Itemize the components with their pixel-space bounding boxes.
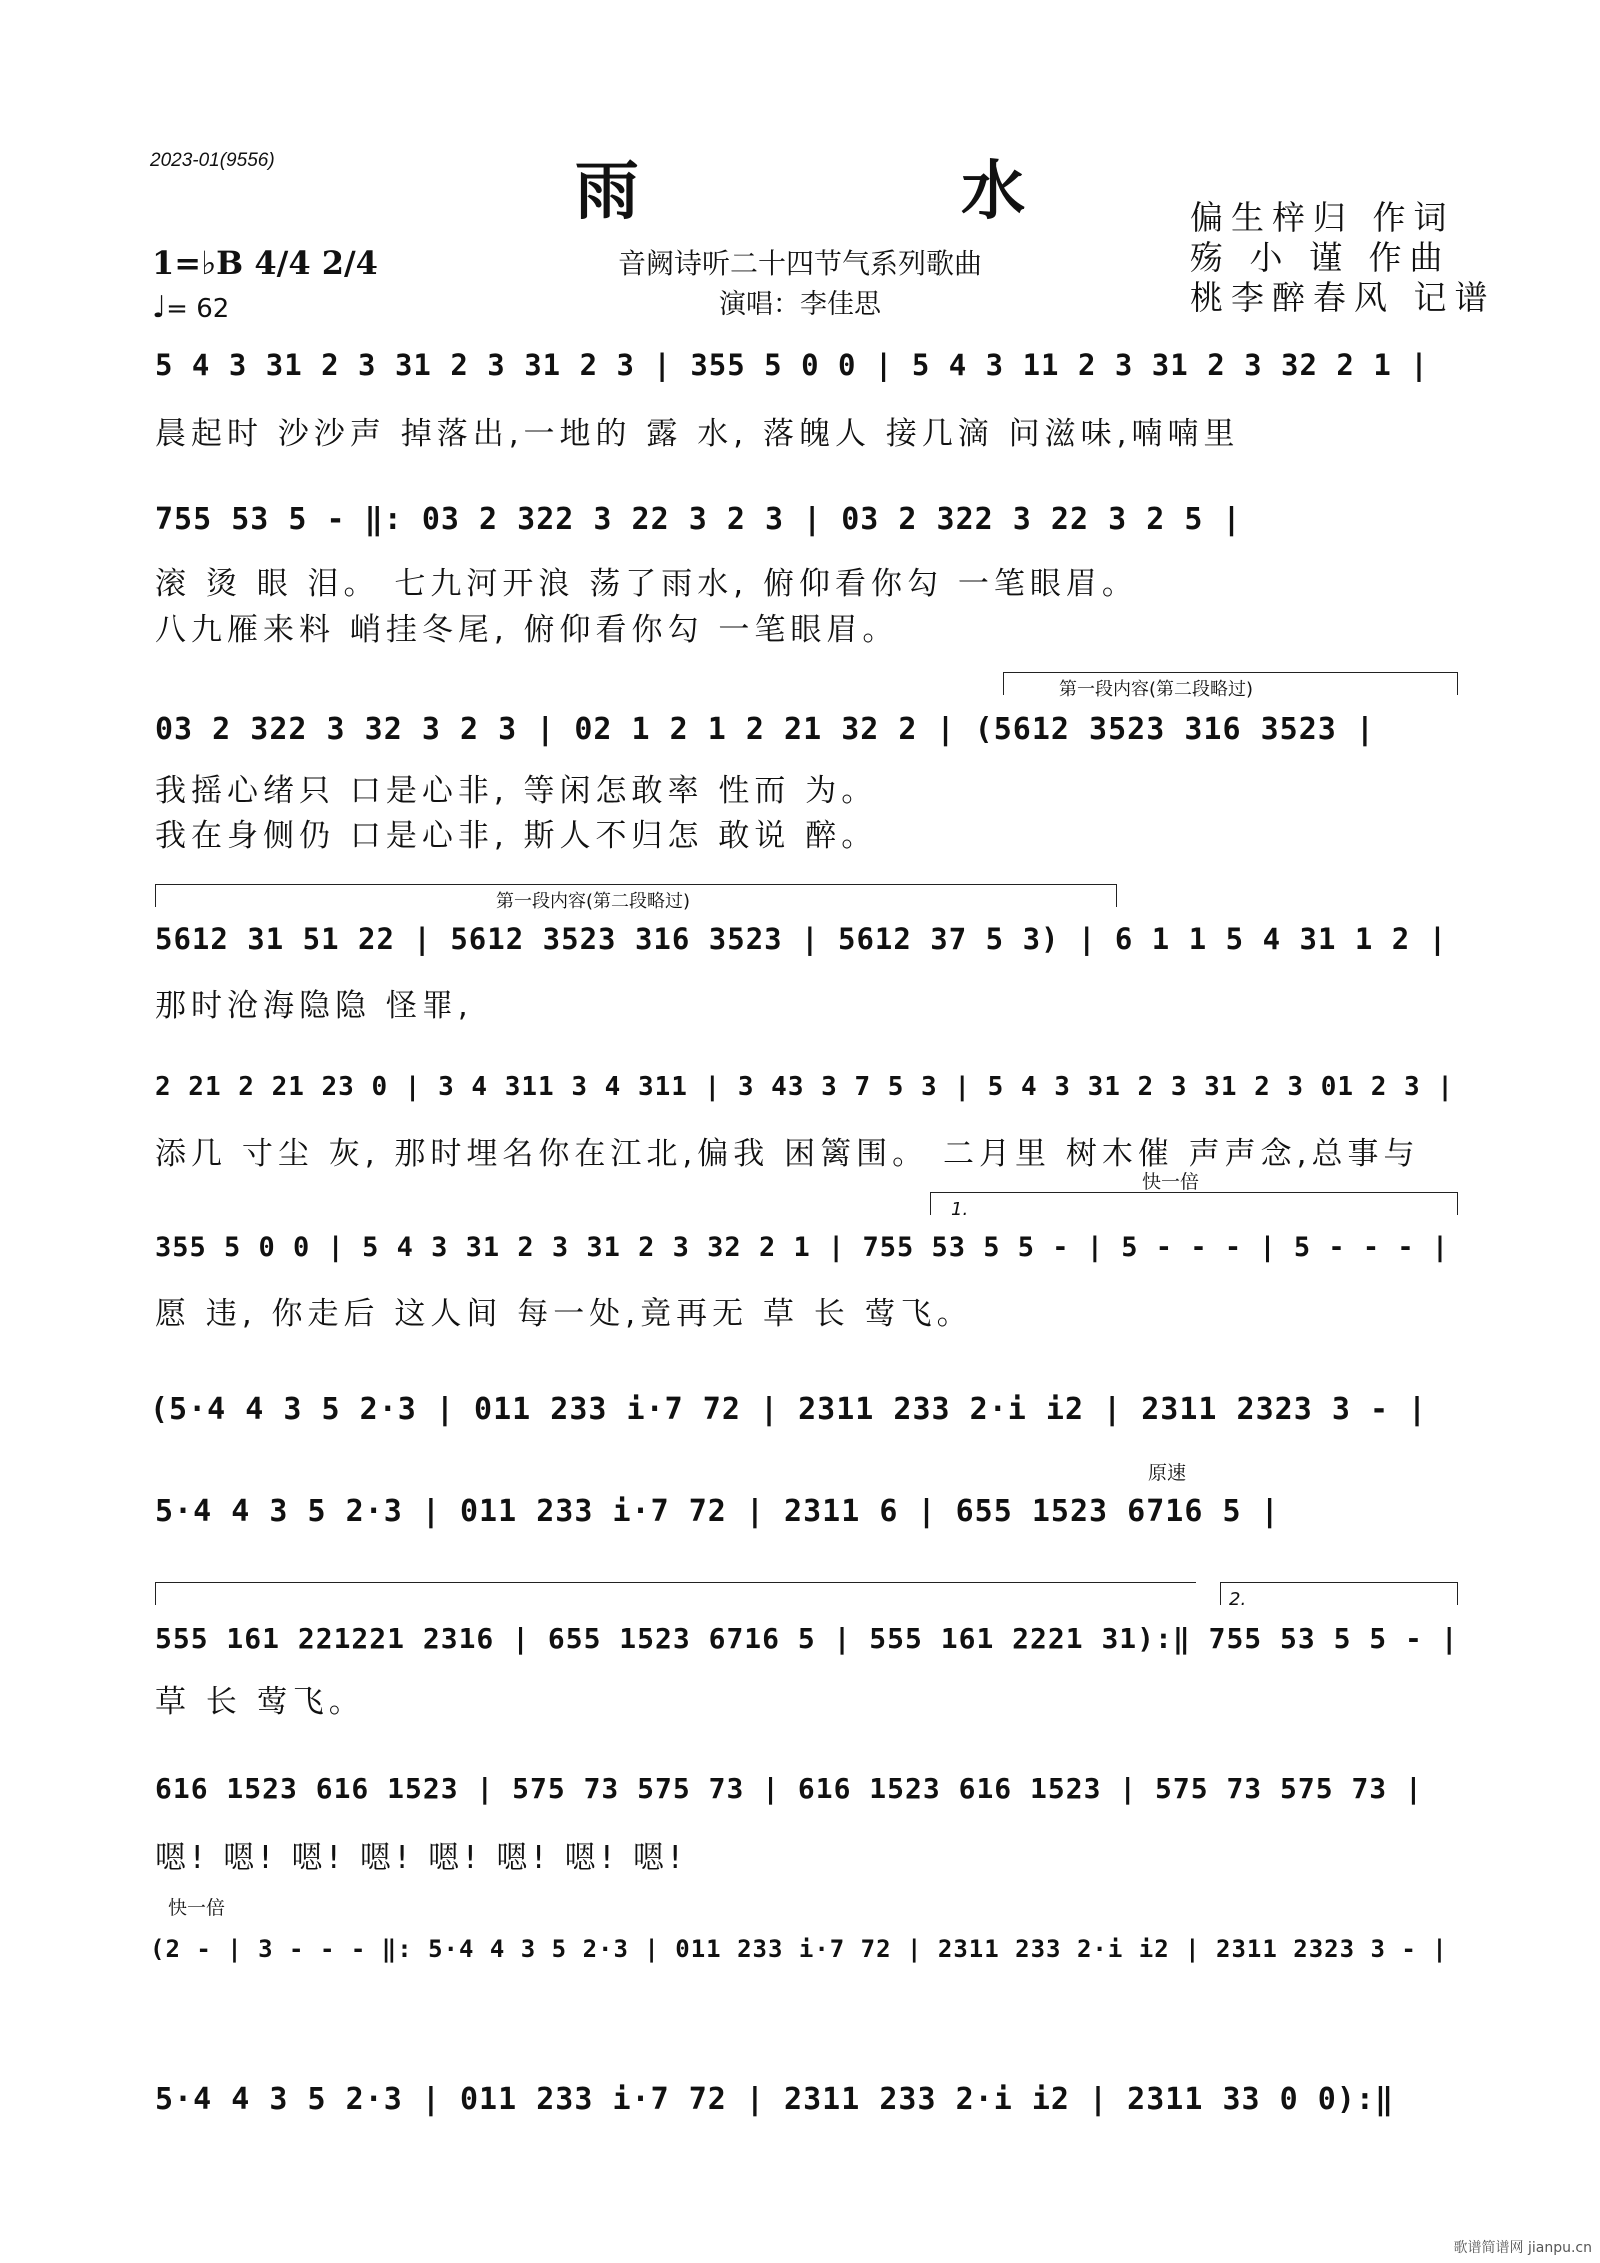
repeat-bracket-line [155, 1582, 1196, 1605]
notation-line-7: (5·4 4 3 5 2·3 | 011 233 i·7 72 | 2311 233 2·i i2 | 2311 2323 3 - | [150, 1392, 1428, 1427]
skip-bracket-label-2: 第一段内容(第二段略过) [496, 891, 691, 912]
volta-bracket-1 [930, 1192, 1458, 1220]
lyric-line-9: 草 长 莺飞。 [155, 1684, 365, 1720]
tempo-marking [152, 290, 229, 325]
series-subtitle: 音阙诗听二十四节气系列歌曲 [617, 247, 982, 280]
volta-label-1: 1. [951, 1199, 969, 1220]
singer-line: 演唱：李佳思 [719, 289, 881, 320]
notation-line-11: (2 - | 3 - - - ‖: 5·4 4 3 5 2·3 | 011 233 i·7 72 | 2311 233 2·i i2 | 2311 2323 3 - | [150, 1935, 1448, 1963]
notation-line-12: 5·4 4 3 5 2·3 | 011 233 i·7 72 | 2311 233 2·i i2 | 2311 33 0 0):‖ [155, 2082, 1394, 2117]
volta-bracket-2 [1220, 1582, 1458, 1610]
quarter-note-icon: ♩ [152, 290, 167, 325]
tempo-mark-original: 原速 [1148, 1462, 1187, 1484]
notation-line-10: 616 1523 616 1523 | 575 73 575 73 | 616 1523 616 1523 | 575 73 575 73 | [155, 1772, 1423, 1805]
lyric-line-2b: 八九雁来料 峭挂冬尾, 俯仰看你勾 一笔眼眉。 [155, 612, 899, 648]
notation-line-6: 355 5 0 0 | 5 4 3 31 2 3 31 2 3 32 2 1 | 755 53 5 5 - | 5 - - - | 5 - - - | [155, 1232, 1450, 1263]
notation-line-9: 555 161 221221 2316 | 655 1523 6716 5 | 555 161 2221 31):‖ 755 53 5 5 - | [155, 1622, 1459, 1655]
tempo-mark-faster-2: 快一倍 [168, 1897, 226, 1919]
notation-line-2: 755 53 5 - ‖: 03 2 322 3 22 3 2 3 | 03 2 322 3 22 3 2 5 | [155, 502, 1242, 537]
credit-music: 殇 小 谨 作曲 [1190, 238, 1451, 277]
volta-label-2: 2. [1229, 1589, 1247, 1610]
song-title: 雨 水 [574, 154, 1176, 229]
lyric-line-1: 晨起时 沙沙声 掉落出,一地的 露 水, 落魄人 接几滴 问滋味,喃喃里 [155, 416, 1240, 452]
key-signature: 1=♭B 4/4 2/4 [152, 244, 378, 282]
score-code: 2023-01(9556) [150, 150, 275, 171]
notation-line-5: 2 21 2 21 23 0 | 3 4 311 3 4 311 | 3 43 3 7 5 3 | 5 4 3 31 2 3 31 2 3 01 2 3 | [155, 1072, 1454, 1102]
credit-notation: 桃李醉春风 记谱 [1190, 278, 1496, 317]
notation-line-8: 5·4 4 3 5 2·3 | 011 233 i·7 72 | 2311 6 | 655 1523 6716 5 | [155, 1494, 1280, 1529]
skip-bracket-label-1: 第一段内容(第二段略过) [1059, 679, 1254, 700]
skip-bracket-2 [155, 884, 1117, 912]
lyric-line-6: 愿 违, 你走后 这人间 每一处,竟再无 草 长 莺飞。 [155, 1296, 973, 1332]
lyric-line-4: 那时沧海隐隐 怪罪, [155, 988, 473, 1024]
lyric-line-3b: 我在身侧仍 口是心非, 斯人不归怎 敢说 醉。 [155, 818, 878, 854]
lyric-line-5: 添几 寸尘 灰, 那时埋名你在江北,偏我 困篱围。 二月里 树木催 声声念,总事与 [155, 1136, 1420, 1172]
credits-block [1190, 198, 1496, 318]
lyric-line-2a: 滚 烫 眼 泪。 七九河开浪 荡了雨水, 俯仰看你勾 一笔眼眉。 [155, 566, 1138, 602]
tempo-mark-faster-1: 快一倍 [1142, 1171, 1200, 1193]
credit-lyrics: 偏生梓归 作词 [1190, 198, 1455, 237]
skip-bracket-1 [1003, 672, 1458, 700]
lyric-line-10: 嗯! 嗯! 嗯! 嗯! 嗯! 嗯! 嗯! 嗯! [155, 1840, 687, 1876]
site-watermark: 歌谱简谱网 jianpu.cn [1453, 2240, 1592, 2256]
tempo-value: = 62 [166, 294, 230, 324]
lyric-line-3a: 我摇心绪只 口是心非, 等闲怎敢率 性而 为。 [155, 773, 878, 809]
notation-line-4: 5612 31 51 22 | 5612 3523 316 3523 | 5612 37 5 3) | 6 1 1 5 4 31 1 2 | [155, 922, 1448, 956]
notation-line-3: 03 2 322 3 32 3 2 3 | 02 1 2 1 2 21 32 2 | (5612 3523 316 3523 | [155, 712, 1375, 747]
notation-line-1: 5 4 3 31 2 3 31 2 3 31 2 3 | 355 5 0 0 | 5 4 3 11 2 3 31 2 3 32 2 1 | [155, 348, 1429, 382]
